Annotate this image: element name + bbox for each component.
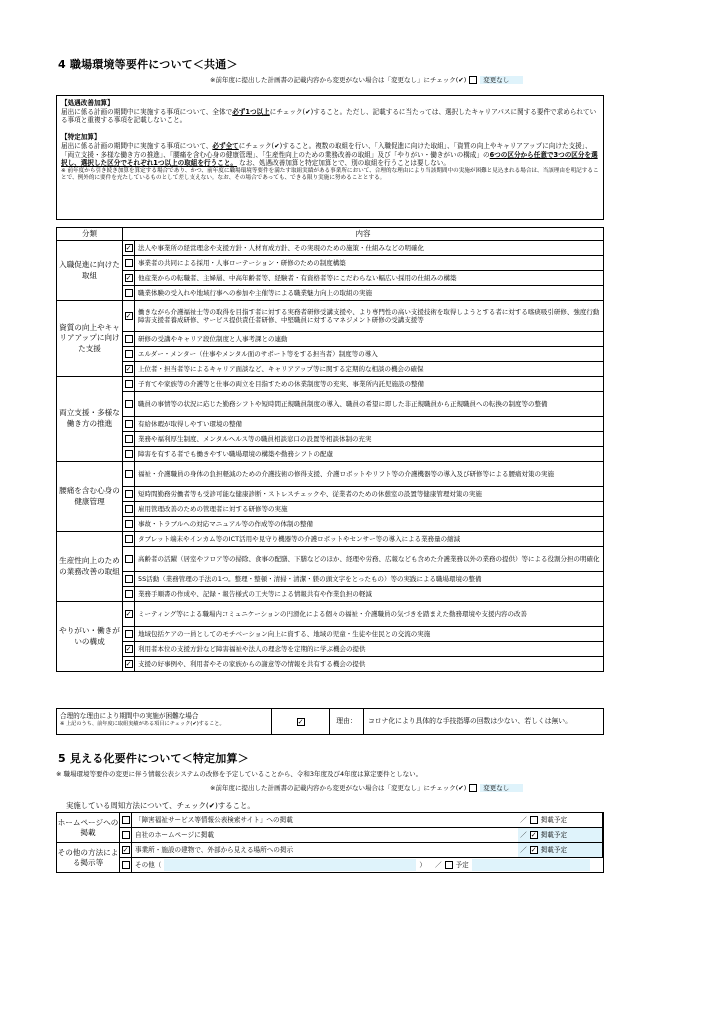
row-text: 「障害福祉サービス等情報公表検索サイト」への掲載 <box>135 815 293 824</box>
item-text: 法人や事業所の経営理念や支援方針・人材育成方針、その実現のための施策・仕組みなどの明確化 <box>135 241 604 256</box>
plan-checkbox[interactable]: ✓ <box>530 830 537 839</box>
item-text: ミーティング等による職場内コミュニケーションの円滑化による個々の福祉・介護職員の気づきを踏まえた勤務環境や支援内容の改善 <box>135 602 604 627</box>
table-row <box>57 286 604 301</box>
item-checkbox[interactable] <box>125 520 133 528</box>
plan-checkbox[interactable] <box>445 861 453 869</box>
hp-category: ホームページへの掲載 <box>57 813 120 843</box>
slash: ／ <box>520 845 527 854</box>
reason-checkbox[interactable]: ✓ <box>297 717 304 726</box>
item-checkbox[interactable] <box>125 420 133 428</box>
table-row <box>57 241 604 256</box>
item-checkbox[interactable] <box>125 490 133 498</box>
section4-prev-note <box>210 76 523 84</box>
table-row <box>57 256 604 271</box>
instructions-box <box>56 95 604 220</box>
table-row <box>57 587 604 602</box>
no-change-label: 変更なし <box>480 76 523 84</box>
slash: ／ <box>520 815 527 824</box>
plan-checkbox[interactable]: ✓ <box>530 845 537 854</box>
item-checkbox[interactable]: ✓ <box>125 311 132 320</box>
item-checkbox[interactable] <box>125 630 133 638</box>
item-text: 研修の受講やキャリア段位制度と人事考課との連動 <box>135 332 604 347</box>
section4-title: 4 職場環境等要件について＜共通＞ <box>58 58 238 71</box>
table-row <box>57 627 604 642</box>
table-row <box>57 417 604 432</box>
item-checkbox[interactable] <box>125 590 133 598</box>
instr-paragraph-tokutei: 届出に係る計画の期間中に実施する事項について、必ず全てにチェック(✔)すること。複数の取組を行い、「入職促進に向けた取組」、「資質の向上やキャリアアップに向けた支援」、「両立支援・多様な働き方の推進」、「腰痛を含む心身の健康管理」、「生産性向上のための業務改善の取組」及び「やりがい・働きがいの構成」の6つの区分から任意で3つの区分を選択し、選択した区分でそれぞれ1つ以上の取組を行うこと。 なお、処遇改善加算と特定加算とで、別の取組を行うことは要しない。 <box>61 141 598 168</box>
category-cell: 生産性向上のための業務改善の取組 <box>57 532 123 602</box>
item-text: タブレット端末やインカム等のICT活用や見守り機器等の介護ロボットやセンサー等の導入による業務量の縮減 <box>135 532 604 547</box>
table-row <box>57 332 604 347</box>
table-row <box>57 362 604 377</box>
item-checkbox[interactable] <box>125 505 133 513</box>
item-checkbox[interactable] <box>125 289 133 297</box>
category-cell: 両立支援・多様な働き方の推進 <box>57 377 123 462</box>
row-checkbox[interactable] <box>122 831 130 839</box>
item-text: 支援の好事例や、利用者やその家族からの謝意等の情報を共有する機会の提供 <box>135 657 604 672</box>
col-header-category: 分類 <box>57 228 123 241</box>
item-text: 高齢者の活躍（居室やフロア等の掃除、食事の配膳、下膳などのほか、経理や労務、広報なども含めた介護業務以外の業務の提供）等による役割分担の明確化 <box>135 547 604 572</box>
item-text: 他産業からの転職者、主婦層、中高年齢者等、経験者・有資格者等にこだわらない幅広い採用の仕組みの構築 <box>135 271 604 286</box>
reason-sub-note: ※ 上記のうち、前年度に取組実績がある項目にチェック(✔)すること。 <box>60 721 225 728</box>
plan-label: 掲載予定 <box>540 815 568 824</box>
item-text: 5S活動（業務管理の手法の1つ。整理・整頓・清掃・清潔・躾の頭文字をとったもの）等の実践による職場環境の整備 <box>135 572 604 587</box>
other-method-input[interactable] <box>164 859 416 871</box>
category-cell: 腰痛を含む心身の健康管理 <box>57 462 123 532</box>
item-checkbox[interactable] <box>125 400 133 408</box>
plan-label: 掲載予定 <box>540 845 568 854</box>
row-checkbox[interactable] <box>122 816 130 824</box>
item-text: 職業体験の受入れや地域行事への参加や主催等による職業魅力向上の取組の実施 <box>135 286 604 301</box>
slash: ／ <box>520 830 527 839</box>
table-row <box>57 572 604 587</box>
reason-row <box>56 708 604 735</box>
instr-heading-shogu: 【処遇改善加算】 <box>61 99 114 107</box>
plan-label: 掲載予定 <box>540 830 568 839</box>
plan-label: 予定 <box>455 860 469 869</box>
table-row <box>57 392 604 417</box>
item-text: 事業者の共同による採用・人事ローテーション・研修のための制度構築 <box>135 256 604 271</box>
instr-heading-tokutei: 【特定加算】 <box>61 133 101 142</box>
row-text: 事業所・施設の建物で、外部から見える場所への掲示 <box>135 845 294 854</box>
item-text: 業務や福利厚生制度、メンタルヘルス等の職員相談窓口の設置等相談体制の充実 <box>135 432 604 447</box>
item-text: 短時間勤務労働者等も受診可能な健康診断・ストレスチェックや、従業者のための休憩室の設置等健康管理対策の実施 <box>135 487 604 502</box>
item-text: エルダー・メンター（仕事やメンタル面のサポート等をする担当者）制度等の導入 <box>135 347 604 362</box>
no-change-checkbox-s5[interactable] <box>469 784 477 792</box>
item-text: 上位者・担当者等によるキャリア面談など、キャリアアップ等に関する定期的な相談の機会の確保 <box>135 362 604 377</box>
instr-paragraph-shogu: 届出に係る計画の期間中に実施する事項について、全体で必ず1つ以上にチェック(✔)すること。ただし、記載するに当たっては、選択したキャリアパスに関する要件で求められている事項と重複する事項を記載しないこと。 <box>61 107 597 125</box>
item-text: 地域包括ケアの一員としてのモチベーション向上に資する、地域の児童・生徒や住民との交流の実施 <box>135 627 604 642</box>
item-checkbox[interactable] <box>125 350 133 358</box>
category-cell: 資質の向上やキャリアアップに向けた支援 <box>57 301 123 377</box>
table-row <box>57 657 604 672</box>
section5-note: ※ 職場環境等要件の変更に伴う情報公表システムの改修を予定していることから、令和3年度及び4年度は算定要件としない。 <box>56 770 423 778</box>
table-row <box>57 547 604 572</box>
reason-label: 合理的な理由により期間中の実施が困難な場合 ※ 上記のうち、前年度に取組実績がある項目にチェック(✔)すること。 <box>57 709 272 734</box>
table-row <box>57 602 604 627</box>
table-row <box>57 301 604 332</box>
col-header-content: 内容 <box>123 228 604 241</box>
item-text: 子育てや家族等の介護等と仕事の両立を目指すための休業制度等の充実、事業所内託児施設の整備 <box>135 377 604 392</box>
table-row <box>57 642 604 657</box>
prev-note-text: ※前年度に提出した計画書の記載内容から変更がない場合は「変更なし」にチェック(✔) <box>210 784 467 792</box>
item-checkbox[interactable]: ✓ <box>125 243 132 252</box>
table-row <box>57 347 604 362</box>
item-checkbox[interactable] <box>125 470 133 478</box>
reason-riyu-label: 理由： <box>330 709 364 734</box>
item-checkbox[interactable]: ✓ <box>125 659 132 668</box>
item-text: 働きながら介護福祉士等の取得を目指す者に対する実務者研修受講支援や、より専門性の高い支援技術を取得しようとする者に対する喀痰吸引研修、強度行動障害支援者養成研修、サービス提供責任者研修、中堅職員に対するマネジメント研修の受講支援等 <box>135 301 604 332</box>
section5-intro: 実施している周知方法について、チェック(✔)すること。 <box>66 801 255 810</box>
table-row <box>57 377 604 392</box>
item-checkbox[interactable]: ✓ <box>125 609 132 618</box>
workplace-requirements-table <box>56 227 604 672</box>
table-row <box>57 447 604 462</box>
item-text: 利用者本位の支援方針など障害福祉や法人の理念等を定期的に学ぶ機会の提供 <box>135 642 604 657</box>
item-checkbox[interactable]: ✓ <box>125 273 132 282</box>
category-cell: やりがい・働きがいの構成 <box>57 602 123 672</box>
item-text: 障害を有する者でも働きやすい職場環境の構築や勤務シフトの配慮 <box>135 447 604 462</box>
item-checkbox[interactable]: ✓ <box>125 644 132 653</box>
reason-value[interactable]: コロナ化により具体的な手技指導の回数は少ない、若しくは無い。 <box>368 717 572 726</box>
no-change-checkbox[interactable] <box>469 76 477 84</box>
table-row <box>57 517 604 532</box>
plan-checkbox[interactable] <box>530 816 538 824</box>
item-text: 職員の事情等の状況に応じた勤務シフトや短時間正規職員制度の導入、職員の希望に即した非正規職員から正規職員への転換の制度等の整備 <box>135 392 604 417</box>
prev-note-text: ※前年度に提出した計画書の記載内容から変更がない場合は「変更なし」にチェック(✔) <box>210 76 467 84</box>
section5-title: 5 見える化要件について＜特定加算＞ <box>58 752 249 765</box>
row-checkbox[interactable] <box>122 861 130 869</box>
table-row <box>57 462 604 487</box>
close-paren: ） <box>419 860 426 869</box>
row-checkbox[interactable]: ✓ <box>122 845 129 854</box>
item-checkbox[interactable]: ✓ <box>125 364 132 373</box>
table-row <box>57 271 604 286</box>
instr-exception-note: ※ 前年度から引き続き加算を算定する場合であり、かつ、前年度に職場環境等要件を満たす取組実績がある事業所において、合理的な理由により当該期間中の実施が困難と見込まれる場合は、当該理由を明記することで、例外的に要件を充たしているものとして差し支えない。なお、その場合であっても、できる限り実施に努めることとする。 <box>61 167 599 182</box>
item-text: 事故・トラブルへの対応マニュアル等の作成等の体制の整備 <box>135 517 604 532</box>
table-row <box>57 432 604 447</box>
category-cell: 入職促進に向けた取組 <box>57 241 123 301</box>
section5-prev-note <box>210 784 523 792</box>
table-row <box>57 487 604 502</box>
item-checkbox[interactable] <box>125 435 133 443</box>
item-checkbox[interactable] <box>125 380 133 388</box>
item-checkbox[interactable] <box>125 575 133 583</box>
item-text: 福祉・介護職員の身体の負担軽減のための介護技術の修得支援、介護ロボットやリフト等の介護機器等の導入及び研修等による腰痛対策の実施 <box>135 462 604 487</box>
other-plan-input[interactable] <box>472 859 590 871</box>
table-row <box>57 532 604 547</box>
item-checkbox[interactable] <box>125 555 133 563</box>
item-checkbox[interactable] <box>125 335 133 343</box>
item-checkbox[interactable] <box>125 450 133 458</box>
visibility-table <box>56 812 604 873</box>
slash: ／ <box>434 860 442 869</box>
item-text: 有給休暇が取得しやすい環境の整備 <box>135 417 604 432</box>
item-text: 雇用管理改善のための管理者に対する研修等の実施 <box>135 502 604 517</box>
other-row: その他（ ） ／ 予定 <box>132 859 603 871</box>
item-checkbox[interactable] <box>125 259 133 267</box>
item-text: 業務手順書の作成や、記録・報告様式の工夫等による情報共有や作業負担の軽減 <box>135 587 604 602</box>
other-category: その他の方法による掲示等 <box>57 843 120 873</box>
table-row <box>57 502 604 517</box>
item-checkbox[interactable] <box>125 535 133 543</box>
no-change-label-s5: 変更なし <box>480 784 523 792</box>
row-text: 自社のホームページに掲載 <box>135 830 214 839</box>
